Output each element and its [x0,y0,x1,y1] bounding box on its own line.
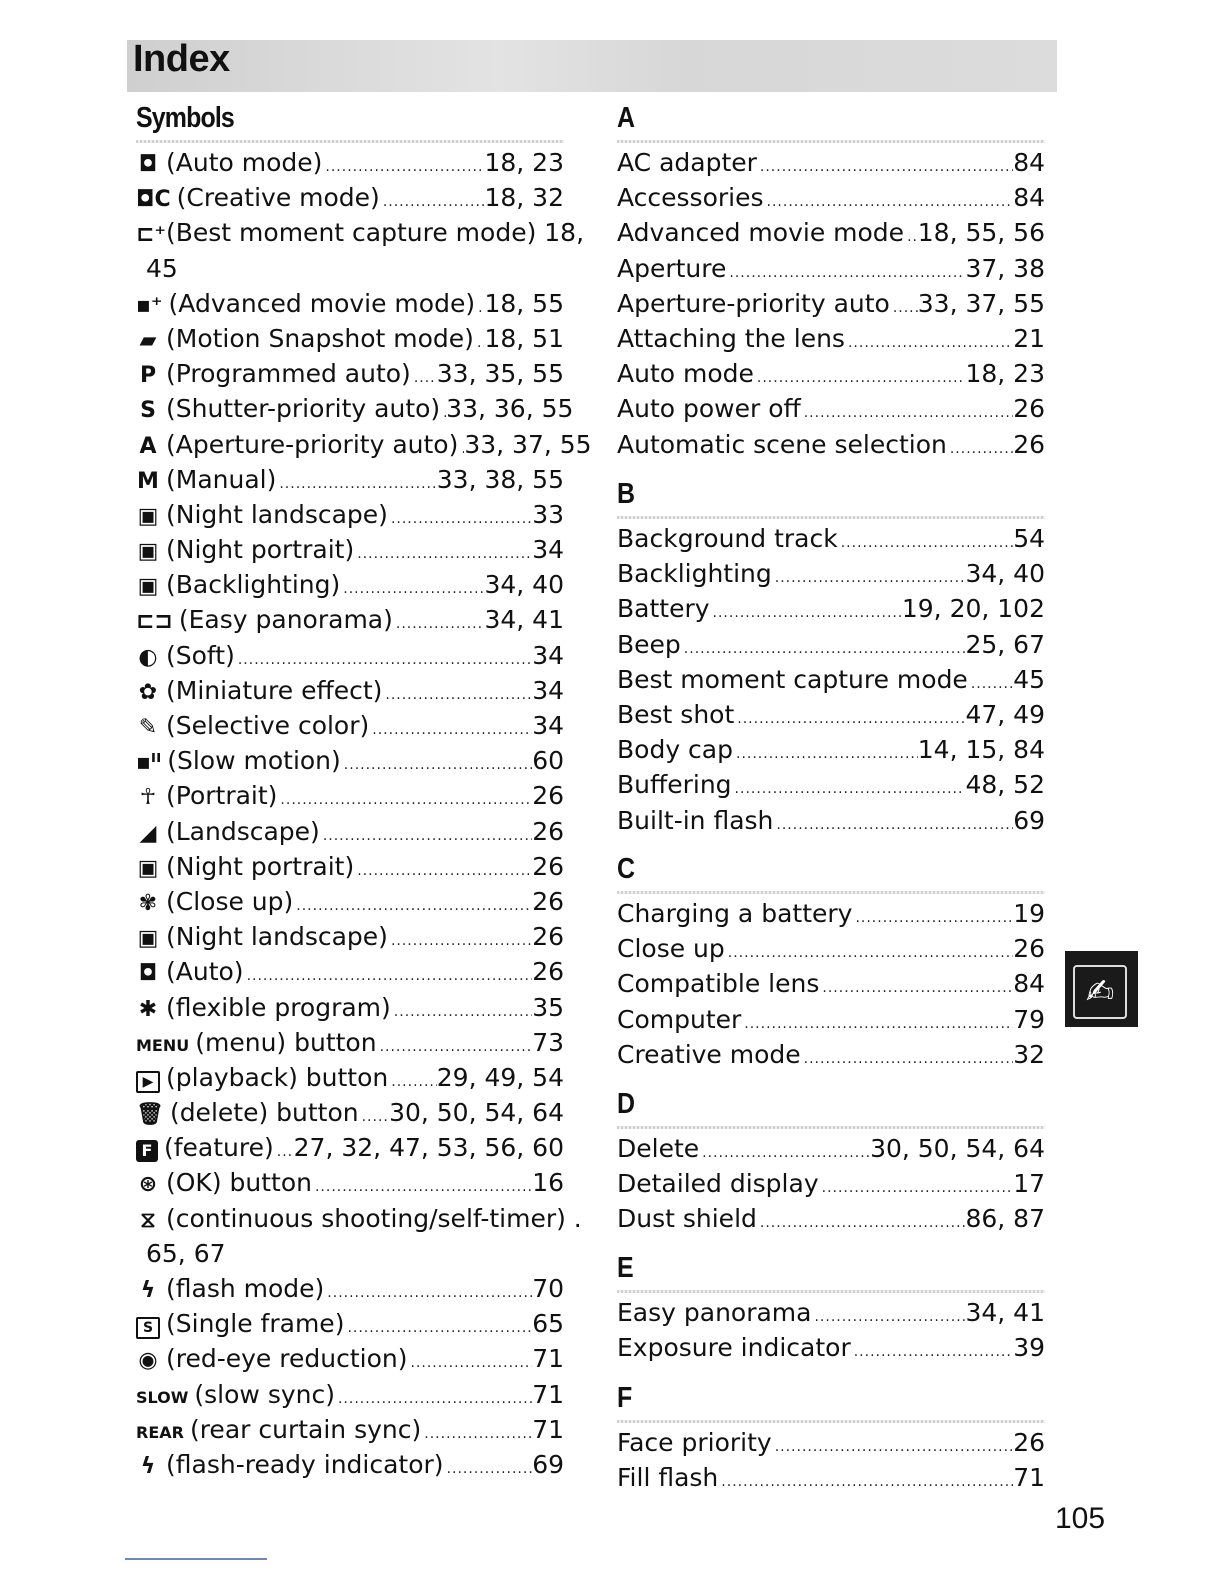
entry-term: Delete [617,1134,700,1163]
index-banner [127,40,1057,92]
section-heading: C [617,853,635,885]
entry-term: Backlighting [617,559,772,589]
entry-term: Auto mode [617,359,754,389]
motion-snapshot-icon: ▰ [139,327,157,353]
entry-term: (Auto mode) [166,148,323,177]
entry-term: Buffering [617,770,732,800]
entry-pages: 27, 32, 47, 53, 56, 60 [293,1133,564,1163]
programmed-auto-icon: P [139,363,157,389]
entry-pages: 14, 15, 84 [917,735,1045,765]
camera-icon: ◘ [138,152,158,177]
entry-term: Auto power off [617,394,801,424]
dot-leader [341,748,532,783]
dot-leader [890,291,918,326]
entry-term: (continuous shooting/self-timer) . [166,1203,582,1233]
entry-term: Battery [617,594,710,624]
entry-pages: 33 [532,499,564,529]
index-entry [136,1201,582,1236]
index-entry [136,532,564,567]
entry-pages: 79 [1013,1004,1045,1034]
index-entry [617,803,1045,838]
entry-pages: 35 [532,992,564,1022]
index-entry [617,521,1045,556]
entry-pages: 84 [1013,148,1045,177]
dot-leader [388,924,532,959]
entry-continuation: 45 [146,253,178,283]
entry-pages: 33, 37, 55 [917,288,1045,318]
index-entry [136,145,564,180]
slow-motion-icon: ▪ᴵᴵ [136,750,162,776]
entry-pages: 30, 50, 54, 64 [870,1134,1045,1163]
index-entry [136,1306,564,1341]
index-entry [617,1295,1045,1330]
dot-leader [710,596,902,631]
index-entry [617,180,1045,215]
entry-pages: 26 [532,886,564,916]
dot-leader [772,1430,1014,1465]
entry-pages: 69 [1013,805,1045,835]
entry-term: (Night landscape) [166,499,388,529]
index-entry [617,1201,1045,1236]
entry-pages: 18, 32 [484,183,564,213]
entry-pages: 19 [1013,899,1045,928]
dot-leader [904,220,918,255]
dot-leader [757,150,1013,185]
entry-pages: 48, 52 [965,770,1045,800]
entry-pages: 26 [532,922,564,952]
entry-pages: 33, 35, 55 [436,359,564,389]
entry-term: (Easy panorama) [178,605,393,635]
flash-ready-icon: ϟ [140,1453,156,1479]
entry-pages: 18, 23 [965,359,1045,389]
entry-term: Advanced movie mode [617,218,905,248]
entry-term: (playback) button [166,1062,389,1092]
entry-pages: 32 [1013,1039,1045,1069]
entry-pages: 69 [532,1449,564,1479]
dot-leader [444,1452,533,1487]
entry-term: (Creative mode) [176,183,380,213]
dot-leader [324,1276,532,1311]
index-entry [136,708,564,743]
section-divider [617,1290,1045,1293]
dot-leader [819,971,1013,1006]
entry-term: Aperture [617,253,727,283]
aperture-priority-icon: A [139,433,157,459]
entry-term: Aperture-priority auto [617,288,890,318]
dot-leader [851,1335,1013,1370]
entry-term: (Night portrait) [166,851,355,881]
entry-pages: 18, 23 [484,148,564,177]
entry-continuation: 65, 67 [146,1238,226,1268]
index-entry [136,215,585,250]
notes-pencil-icon: ✍ [1073,965,1127,1019]
entry-pages: 37, 38 [965,253,1045,283]
index-entry [617,556,1045,591]
entry-pages: 86, 87 [965,1204,1045,1234]
section-heading: B [617,478,635,510]
entry-term: (Close up) [166,886,294,916]
continuous-shooting-icon: ⧖ [140,1207,156,1233]
entry-term: (Shutter-priority auto) [166,394,441,424]
entry-pages: 26 [532,851,564,881]
entry-pages: 54 [1013,524,1045,553]
page-number: 105 [1055,1502,1106,1535]
entry-pages: 21 [1013,323,1045,353]
entry-term: (Portrait) [166,781,278,811]
entry-pages: 33, 38, 55 [436,464,564,494]
index-entry [136,602,564,637]
index-entry [136,1130,564,1165]
entry-term: Charging a battery [617,899,853,928]
best-moment-icon: ⊏⁺ [136,222,167,248]
entry-term: (Best moment capture mode) 18, [166,218,585,248]
index-entry [617,591,1045,626]
section-a [617,100,1045,462]
footer-rule [125,1558,267,1560]
miniature-effect-icon: ✿ [138,679,158,705]
entry-pages: 26 [532,957,564,987]
entry-pages: 39 [1013,1333,1045,1363]
index-entry [136,1095,564,1130]
creative-mode-icon: ◘C [136,187,171,213]
chapter-tab [1065,951,1138,1027]
entry-term: Attaching the lens [617,323,845,353]
entry-pages: 19, 20, 102 [901,594,1045,624]
index-entry [136,673,564,708]
rear-curtain-icon: REAR [136,1422,184,1442]
entry-term: (red-eye reduction) [166,1344,408,1374]
entry-pages: 33, 37, 55 [464,429,592,459]
entry-term: Exposure indicator [617,1333,851,1363]
entry-term: (Auto) [166,957,244,987]
entry-pages: 34, 40 [965,559,1045,589]
index-entry [617,145,1045,180]
index-entry [136,1341,564,1376]
entry-pages: 18, 51 [484,323,564,353]
section-e [617,1250,1045,1365]
index-entry [617,1131,1045,1166]
night-portrait-icon: ▣ [137,539,159,565]
dot-leader [718,1465,1013,1500]
entry-pages: 33, 36, 55 [446,394,574,424]
entry-term: Easy panorama [617,1298,812,1327]
index-entry [617,767,1045,802]
section-c [617,851,1045,1072]
dot-leader [947,432,1013,467]
dot-leader [407,1346,532,1381]
entry-term: Beep [617,629,681,659]
section-divider [136,140,564,143]
index-entry [136,814,564,849]
entry-pages: 71 [532,1379,564,1409]
easy-panorama-icon: ⊏⊐ [136,609,173,635]
index-entry [136,391,574,426]
entry-term: (flash mode) [166,1274,325,1303]
index-entry [136,1447,564,1482]
index-entry [617,1166,1045,1201]
index-entry [617,1460,1045,1495]
dot-leader [391,995,532,1030]
entry-pages: 65 [532,1309,564,1339]
entry-term: (Backlighting) [166,570,341,600]
entry-pages: 26 [532,781,564,811]
entry-term: (Aperture-priority auto) [166,429,459,459]
advanced-movie-icon: ▪⁺ [136,292,163,318]
flash-mode-icon: ϟ [140,1278,156,1303]
symbol-entries [136,145,592,1482]
menu-icon: MENU [136,1035,190,1055]
entry-pages: 73 [532,1027,564,1057]
dot-leader [393,607,485,642]
auto-scene-icon: ◘ [138,961,158,987]
dot-leader [852,901,1013,936]
index-entry [136,954,564,989]
section-symbols [136,100,592,1482]
entry-term: (delete) button [169,1098,359,1128]
dot-leader [382,678,532,713]
index-entry [136,638,564,673]
entry-term: Best shot [617,699,735,729]
index-entry [136,462,564,497]
entry-term: (Soft) [166,640,235,670]
dot-leader [354,854,532,889]
section-divider [617,1126,1045,1129]
entry-pages: 18, 55, 56 [917,218,1045,248]
index-entry [617,627,1045,662]
dot-leader [475,291,484,326]
night-portrait-scene-icon: ▣ [137,855,159,881]
entry-pages: 29, 49, 54 [436,1062,564,1092]
index-entry [136,1025,564,1060]
entry-term: Creative mode [617,1039,801,1069]
entry-term: AC adapter [617,148,757,177]
entry-term: (slow sync) [194,1379,335,1409]
entry-pages: 70 [532,1274,564,1303]
section-heading: E [617,1252,633,1284]
index-entry [617,286,1045,321]
index-entry [136,1412,564,1447]
night-landscape-scene-icon: ▣ [137,926,159,952]
index-entry [617,321,1045,356]
entry-term: (Motion Snapshot mode) [166,323,474,353]
index-entry [617,896,1045,931]
entry-pages: 71 [532,1344,564,1374]
entry-term: Background track [617,524,838,553]
flexible-program-icon: ✱ [138,996,158,1022]
playback-icon: ▶ [136,1071,160,1093]
entry-pages: 16 [532,1168,564,1198]
section-divider [617,140,1045,143]
section-heading: F [617,1382,632,1414]
entry-pages: 34, 41 [484,605,564,635]
index-entry [136,990,564,1025]
index-entry [617,662,1045,697]
section-divider [617,891,1045,894]
dot-leader [369,713,532,748]
index-entry [136,849,564,884]
entry-pages: 71 [1013,1463,1045,1493]
entry-pages: 26 [1013,429,1045,459]
entry-term: (OK) button [166,1168,312,1198]
dot-leader [388,502,532,537]
entry-pages: 26 [1013,934,1045,964]
index-entry [617,356,1045,391]
entry-pages: 47, 49 [965,699,1045,729]
index-entry [136,1165,564,1200]
entry-term: (Selective color) [166,711,370,740]
entry-term: Accessories [617,183,764,213]
entry-pages: 30, 50, 54, 64 [389,1098,564,1128]
entry-term: (flash-ready indicator) [166,1449,444,1479]
entry-term: Computer [617,1004,742,1034]
section-divider [617,1420,1045,1423]
index-entry [617,697,1045,732]
entry-term: (feature) [164,1133,274,1163]
entry-term: (Night landscape) [166,922,388,952]
index-entry [136,778,564,813]
section-divider [617,516,1045,519]
index-entry [136,286,564,321]
section-heading: Symbols [136,102,234,134]
index-entry [136,1060,564,1095]
backlighting-icon: ▣ [137,574,159,600]
dot-leader [757,1206,966,1241]
index-entry [136,497,564,532]
entry-term: Dust shield [617,1204,757,1234]
landscape-icon: ◢ [139,820,157,846]
index-entry [136,356,564,391]
entry-pages: 34, 41 [965,1298,1045,1327]
entry-term: (rear curtain sync) [189,1414,422,1444]
entry-pages: 26 [1013,1428,1045,1457]
index-entry [136,919,564,954]
index-entry [136,743,564,778]
entry-term: (menu) button [195,1027,377,1057]
index-entry [136,1377,564,1412]
entry-term: Built-in flash [617,805,774,835]
entry-term: Face priority [617,1428,772,1457]
index-entry [617,215,1045,250]
entry-term: Fill flash [617,1463,719,1493]
delete-icon: 🗑 [136,1102,164,1128]
slow-sync-icon: SLOW [136,1387,189,1407]
close-up-icon: ✾ [138,890,158,916]
index-entry [136,567,564,602]
entry-term: Automatic scene selection [617,429,947,459]
feature-icon: F [136,1140,158,1162]
index-entry [136,427,592,462]
entry-pages: 34 [532,711,564,740]
entry-pages: 25, 67 [965,629,1045,659]
single-frame-icon: S [136,1317,160,1339]
entry-pages: 84 [1013,183,1045,213]
entry-term: (Manual) [166,464,277,494]
index-entry [136,1271,564,1306]
index-entry [617,966,1045,1001]
manual-icon: M [137,468,159,494]
index-entry [136,321,564,356]
index-entry [617,391,1045,426]
index-entry [617,732,1045,767]
page-title: Index [133,38,230,80]
night-landscape-icon: ▣ [137,503,159,529]
entry-term: Detailed display [617,1169,819,1199]
entry-pages: 45 [1013,664,1045,694]
dot-leader [733,737,918,772]
index-entry [136,884,564,919]
ok-icon: ⊛ [138,1172,158,1198]
entry-term: Body cap [617,735,733,765]
index-entry [617,931,1045,966]
entry-term: Best moment capture mode [617,664,968,694]
shutter-priority-icon: S [140,398,156,424]
portrait-icon: ☥ [139,785,157,811]
entry-term: (Programmed auto) [166,359,411,389]
section-heading: A [617,102,635,134]
section-f [617,1380,1045,1495]
section-b [617,476,1045,838]
entry-term: Compatible lens [617,969,820,999]
red-eye-icon: ◉ [138,1348,158,1374]
entry-pages: 60 [532,746,564,776]
soft-icon: ◐ [138,644,158,670]
entry-pages: 71 [532,1414,564,1444]
index-entry [136,180,564,215]
index-entry [617,1037,1045,1072]
entry-term: (Single frame) [166,1309,345,1339]
index-entry [617,251,1045,286]
index-entry [617,427,1045,462]
index-entry [617,1002,1045,1037]
entry-pages: 17 [1013,1169,1045,1199]
selective-color-icon: ✎ [138,715,158,740]
entry-term: (Landscape) [166,816,320,846]
dot-leader [801,1042,1014,1077]
entry-term: (Slow motion) [167,746,341,776]
entry-pages: 26 [532,816,564,846]
entry-pages: 84 [1013,969,1045,999]
entry-term: Close up [617,934,725,964]
entry-pages: 18, 55 [484,288,564,318]
entry-pages: 34 [532,675,564,705]
entry-pages: 26 [1013,394,1045,424]
entry-pages: 34, 40 [484,570,564,600]
index-entry [617,1330,1045,1365]
dot-leader [773,808,1013,843]
entry-term: (Advanced movie mode) [168,288,476,318]
index-entry [617,1425,1045,1460]
entry-pages: 34 [532,535,564,565]
entry-term: (Night portrait) [166,535,355,565]
entry-term: (Miniature effect) [166,675,383,705]
section-heading: D [617,1088,635,1120]
section-d [617,1086,1045,1237]
entry-pages: 34 [532,640,564,670]
entry-term: (flexible program) [166,992,391,1022]
